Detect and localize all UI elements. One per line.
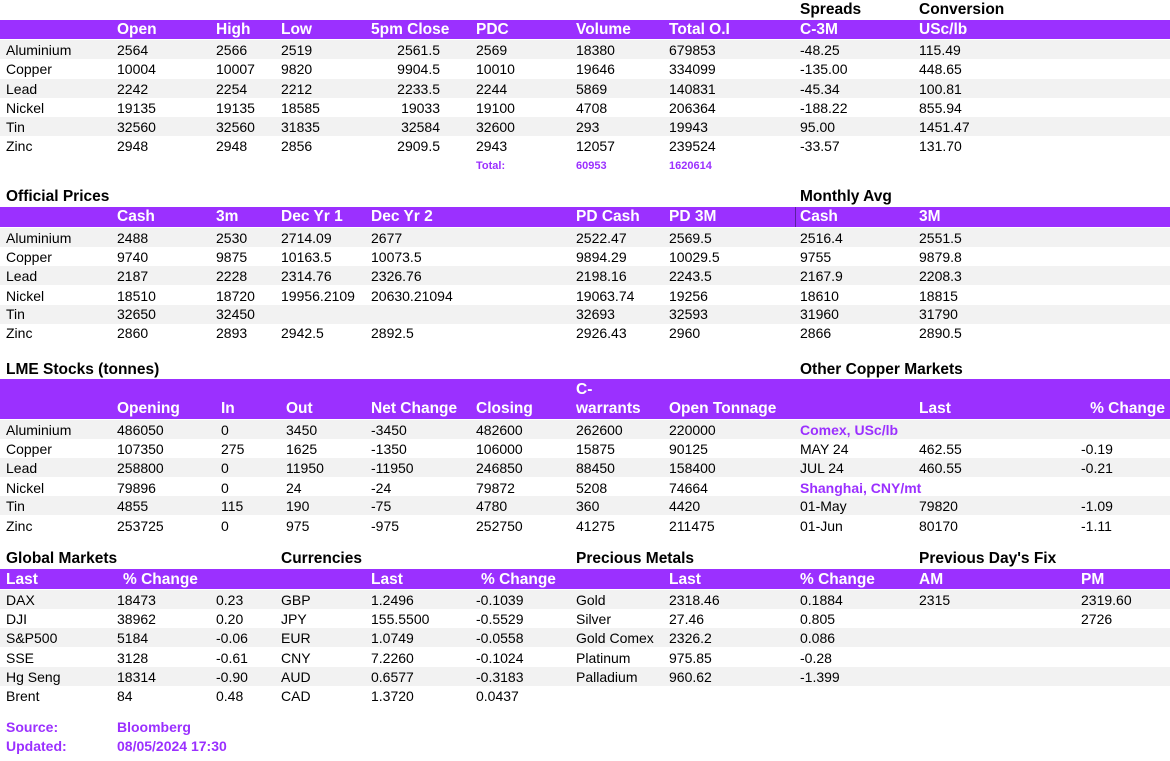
fix-pm-header: PM bbox=[1081, 571, 1105, 588]
official-value: 18720 bbox=[216, 288, 255, 304]
metal-name: Tin bbox=[6, 306, 25, 322]
stock-value: 1625 bbox=[286, 441, 318, 457]
currency-change-header: % Change bbox=[481, 571, 556, 588]
official-column-header: 3m bbox=[216, 208, 239, 225]
official-value: 2926.43 bbox=[576, 325, 627, 341]
currencies-title: Currencies bbox=[281, 550, 362, 567]
currency-name: CNY bbox=[281, 650, 311, 666]
close-value: 32584 bbox=[401, 119, 440, 135]
stock-value: -75 bbox=[371, 498, 392, 514]
contract-label: MAY 24 bbox=[800, 441, 849, 457]
stock-value: 0 bbox=[221, 460, 229, 476]
price-value: 32560 bbox=[216, 119, 255, 135]
official-value: 32593 bbox=[669, 306, 708, 322]
price-value: 19135 bbox=[117, 100, 156, 116]
official-value: 31960 bbox=[800, 306, 839, 322]
fix-pm-value: 2319.60 bbox=[1081, 592, 1132, 608]
official-value: 2326.76 bbox=[371, 268, 422, 284]
currency-last-header: Last bbox=[371, 571, 403, 588]
contract-change: -1.11 bbox=[1081, 518, 1112, 534]
close-value: 2909.5 bbox=[397, 138, 440, 154]
price-value: 1451.47 bbox=[919, 119, 970, 135]
official-value: 2208.3 bbox=[919, 268, 962, 284]
official-value: 2960 bbox=[669, 325, 701, 341]
official-value: 2522.47 bbox=[576, 230, 627, 246]
metal-name: Lead bbox=[6, 81, 38, 97]
metal-name: Zinc bbox=[6, 325, 33, 341]
conversion-group-label: Conversion bbox=[919, 1, 1005, 18]
stock-value: 90125 bbox=[669, 441, 708, 457]
metal-name: Nickel bbox=[6, 480, 45, 496]
stocks-column-header: Open Tonnage bbox=[669, 400, 777, 417]
official-column-header: Dec Yr 1 bbox=[281, 208, 343, 225]
official-value: 2187 bbox=[117, 268, 149, 284]
metal-change: 0.805 bbox=[800, 611, 836, 627]
price-value: 293 bbox=[576, 119, 600, 135]
stock-value: 5208 bbox=[576, 480, 608, 496]
prices-column-header: Open bbox=[117, 21, 157, 38]
price-value: 140831 bbox=[669, 81, 716, 97]
official-value: 32650 bbox=[117, 306, 156, 322]
stock-value: 360 bbox=[576, 498, 600, 514]
metal-name: Zinc bbox=[6, 138, 33, 154]
contract-label: 01-Jun bbox=[800, 518, 843, 534]
previous-fix-title: Previous Day's Fix bbox=[919, 550, 1057, 567]
stock-value: 252750 bbox=[476, 518, 523, 534]
metal-name: Aluminium bbox=[6, 230, 72, 246]
market-group-label: Shanghai, CNY/mt bbox=[800, 480, 922, 496]
close-value: 2561.5 bbox=[397, 42, 440, 58]
stock-value: 106000 bbox=[476, 441, 523, 457]
official-value: 2892.5 bbox=[371, 325, 414, 341]
price-value: 95.00 bbox=[800, 119, 836, 135]
currency-change: -0.1039 bbox=[476, 592, 524, 608]
lme-stocks-title: LME Stocks (tonnes) bbox=[6, 361, 160, 378]
metal-name: Tin bbox=[6, 498, 25, 514]
official-value: 10029.5 bbox=[669, 249, 720, 265]
stock-value: 211475 bbox=[669, 518, 715, 534]
stock-value: 0 bbox=[221, 422, 229, 438]
official-value: 2167.9 bbox=[800, 268, 843, 284]
official-value: 9879.8 bbox=[919, 249, 962, 265]
stock-value: -3450 bbox=[371, 422, 407, 438]
price-value: 32600 bbox=[476, 119, 515, 135]
price-value: 10007 bbox=[216, 61, 255, 77]
stock-value: 220000 bbox=[669, 422, 716, 438]
metal-last: 2318.46 bbox=[669, 592, 720, 608]
currency-last: 0.6577 bbox=[371, 669, 414, 685]
price-value: 679853 bbox=[669, 42, 716, 58]
stock-value: -11950 bbox=[371, 460, 414, 476]
price-value: 206364 bbox=[669, 100, 716, 116]
contract-change: -1.09 bbox=[1081, 498, 1113, 514]
stock-value: 24 bbox=[286, 480, 302, 496]
currency-change: -0.5529 bbox=[476, 611, 524, 627]
official-value: 2551.5 bbox=[919, 230, 962, 246]
official-value: 9894.29 bbox=[576, 249, 627, 265]
prices-column-header: 5pm Close bbox=[371, 21, 450, 38]
price-value: 2948 bbox=[117, 138, 149, 154]
metal-name: Gold bbox=[576, 592, 606, 608]
official-value: 2714.09 bbox=[281, 230, 332, 246]
stock-value: 246850 bbox=[476, 460, 523, 476]
metal-name: Lead bbox=[6, 460, 38, 476]
spreads-group-label: Spreads bbox=[800, 1, 862, 18]
official-value: 2488 bbox=[117, 230, 149, 246]
monthly-avg-title: Monthly Avg bbox=[800, 188, 892, 205]
official-value: 32450 bbox=[216, 306, 255, 322]
contract-last: 79820 bbox=[919, 498, 958, 514]
price-value: 32560 bbox=[117, 119, 156, 135]
precious-change-header: % Change bbox=[800, 571, 875, 588]
official-value: 2890.5 bbox=[919, 325, 962, 341]
price-value: 4708 bbox=[576, 100, 608, 116]
price-value: -135.00 bbox=[800, 61, 848, 77]
metal-name: Tin bbox=[6, 119, 25, 135]
official-value: 19956.2109 bbox=[281, 288, 355, 304]
prices-column-header: USc/lb bbox=[919, 21, 968, 38]
source-value: Bloomberg bbox=[117, 719, 191, 735]
price-value: 855.94 bbox=[919, 100, 962, 116]
metal-change: -0.28 bbox=[800, 650, 832, 666]
metal-name: Zinc bbox=[6, 518, 33, 534]
official-value: 18610 bbox=[800, 288, 839, 304]
price-value: 18585 bbox=[281, 100, 320, 116]
official-value: 2530 bbox=[216, 230, 248, 246]
official-column-header: PD Cash bbox=[576, 208, 640, 225]
index-name: Brent bbox=[6, 688, 40, 704]
index-name: Hg Seng bbox=[6, 669, 61, 685]
stock-value: 158400 bbox=[669, 460, 716, 476]
official-value: 2677 bbox=[371, 230, 403, 246]
metal-name: Copper bbox=[6, 249, 52, 265]
price-value: 2242 bbox=[117, 81, 149, 97]
stock-value: 4420 bbox=[669, 498, 701, 514]
stock-value: 253725 bbox=[117, 518, 164, 534]
index-change: -0.90 bbox=[216, 669, 248, 685]
price-value: 2254 bbox=[216, 81, 248, 97]
metal-last: 960.62 bbox=[669, 669, 712, 685]
index-last: 3128 bbox=[117, 650, 149, 666]
stock-value: 4855 bbox=[117, 498, 149, 514]
official-value: 19256 bbox=[669, 288, 708, 304]
price-value: 115.49 bbox=[919, 42, 961, 58]
price-value: 2948 bbox=[216, 138, 248, 154]
prices-column-header: Total O.I bbox=[669, 21, 730, 38]
price-value: 10010 bbox=[476, 61, 515, 77]
other-copper-title: Other Copper Markets bbox=[800, 361, 963, 378]
price-value: 334099 bbox=[669, 61, 716, 77]
stock-value: 975 bbox=[286, 518, 310, 534]
currency-name: CAD bbox=[281, 688, 311, 704]
official-value: 2243.5 bbox=[669, 268, 712, 284]
prices-column-header: PDC bbox=[476, 21, 509, 38]
total-volume: 60953 bbox=[576, 160, 607, 172]
price-value: 239524 bbox=[669, 138, 716, 154]
price-value: 18380 bbox=[576, 42, 615, 58]
metal-change: 0.1884 bbox=[800, 592, 843, 608]
stock-value: 11950 bbox=[286, 460, 324, 476]
stock-value: 4780 bbox=[476, 498, 508, 514]
stock-value: 74664 bbox=[669, 480, 708, 496]
stock-value: 258800 bbox=[117, 460, 164, 476]
other-last-header: Last bbox=[919, 400, 951, 417]
contract-label: 01-May bbox=[800, 498, 847, 514]
currency-change: -0.1024 bbox=[476, 650, 524, 666]
price-value: 2856 bbox=[281, 138, 313, 154]
updated-value: 08/05/2024 17:30 bbox=[117, 738, 227, 754]
metal-name: Copper bbox=[6, 441, 52, 457]
price-value: 2519 bbox=[281, 42, 313, 58]
stock-value: 486050 bbox=[117, 422, 164, 438]
official-value: 2228 bbox=[216, 268, 248, 284]
other-change-header: % Change bbox=[1090, 400, 1165, 417]
index-last: 84 bbox=[117, 688, 133, 704]
currency-last: 1.0749 bbox=[371, 630, 414, 646]
official-value: 2942.5 bbox=[281, 325, 324, 341]
currency-change: 0.0437 bbox=[476, 688, 519, 704]
global-last-header: Last bbox=[6, 571, 38, 588]
index-change: -0.61 bbox=[216, 650, 248, 666]
official-value: 2893 bbox=[216, 325, 248, 341]
currency-name: AUD bbox=[281, 669, 311, 685]
price-value: 10004 bbox=[117, 61, 156, 77]
index-last: 38962 bbox=[117, 611, 156, 627]
metal-change: 0.086 bbox=[800, 630, 836, 646]
stock-value: 275 bbox=[221, 441, 245, 457]
prices-column-header: C-3M bbox=[800, 21, 838, 38]
index-last: 18473 bbox=[117, 592, 156, 608]
price-value: 448.65 bbox=[919, 61, 962, 77]
metal-name: Aluminium bbox=[6, 42, 72, 58]
stock-value: 482600 bbox=[476, 422, 523, 438]
stocks-column-header: Opening bbox=[117, 400, 180, 417]
stock-value: 262600 bbox=[576, 422, 623, 438]
metal-name: Copper bbox=[6, 61, 52, 77]
price-value: 19135 bbox=[216, 100, 255, 116]
contract-last: 80170 bbox=[919, 518, 958, 534]
official-value: 2516.4 bbox=[800, 230, 843, 246]
official-value: 32693 bbox=[576, 306, 615, 322]
fix-am-value: 2315 bbox=[919, 592, 951, 608]
global-markets-title: Global Markets bbox=[6, 550, 118, 567]
official-value: 20630.21094 bbox=[371, 288, 453, 304]
metal-last: 2326.2 bbox=[669, 630, 712, 646]
index-change: -0.06 bbox=[216, 630, 248, 646]
official-value: 18815 bbox=[919, 288, 958, 304]
metal-name: Lead bbox=[6, 268, 38, 284]
price-value: 2564 bbox=[117, 42, 149, 58]
metal-name: Nickel bbox=[6, 100, 45, 116]
official-column-header: Dec Yr 2 bbox=[371, 208, 433, 225]
price-value: 2566 bbox=[216, 42, 248, 58]
price-value: 19646 bbox=[576, 61, 615, 77]
official-value: 2198.16 bbox=[576, 268, 627, 284]
stock-value: 0 bbox=[221, 480, 229, 496]
monthly-divider bbox=[795, 207, 796, 227]
official-column-header: PD 3M bbox=[669, 208, 717, 225]
contract-change: -0.21 bbox=[1081, 460, 1113, 476]
index-change: 0.20 bbox=[216, 611, 244, 627]
price-value: 31835 bbox=[281, 119, 320, 135]
index-name: SSE bbox=[6, 650, 35, 666]
stock-value: 88450 bbox=[576, 460, 615, 476]
stock-value: 15875 bbox=[576, 441, 615, 457]
currency-change: -0.3183 bbox=[476, 669, 524, 685]
stock-value: 79872 bbox=[476, 480, 515, 496]
currency-name: GBP bbox=[281, 592, 311, 608]
stocks-column-header: Out bbox=[286, 400, 313, 417]
total-oi: 1620614 bbox=[669, 160, 712, 172]
metal-name: Palladium bbox=[576, 669, 638, 685]
price-value: 9820 bbox=[281, 61, 313, 77]
close-value: 2233.5 bbox=[397, 81, 440, 97]
official-column-header: Cash bbox=[117, 208, 155, 225]
stock-value: -1350 bbox=[371, 441, 407, 457]
official-value: 2866 bbox=[800, 325, 832, 341]
price-value: 2244 bbox=[476, 81, 508, 97]
prices-column-header: Low bbox=[281, 21, 312, 38]
price-value: -188.22 bbox=[800, 100, 848, 116]
official-value: 18510 bbox=[117, 288, 156, 304]
fix-am-header: AM bbox=[919, 571, 944, 588]
index-last: 18314 bbox=[117, 669, 156, 685]
index-change: 0.48 bbox=[216, 688, 244, 704]
price-value: 2212 bbox=[281, 81, 313, 97]
contract-change: -0.19 bbox=[1081, 441, 1113, 457]
metal-name: Nickel bbox=[6, 288, 45, 304]
metal-name: Gold Comex bbox=[576, 630, 654, 646]
official-value: 2860 bbox=[117, 325, 149, 341]
metal-name: Silver bbox=[576, 611, 612, 627]
price-value: 12057 bbox=[576, 138, 615, 154]
currency-last: 1.3720 bbox=[371, 688, 414, 704]
stock-value: -975 bbox=[371, 518, 400, 534]
stock-value: 107350 bbox=[117, 441, 164, 457]
precious-last-header: Last bbox=[669, 571, 701, 588]
stocks-column-header: Closing bbox=[476, 400, 533, 417]
currency-last: 155.5500 bbox=[371, 611, 430, 627]
stocks-column-header: Net Change bbox=[371, 400, 458, 417]
official-value: 2569.5 bbox=[669, 230, 712, 246]
official-prices-title: Official Prices bbox=[6, 188, 110, 205]
stock-value: 0 bbox=[221, 518, 229, 534]
source-label: Source: bbox=[6, 719, 59, 735]
fix-pm-value: 2726 bbox=[1081, 611, 1113, 627]
official-value: 10073.5 bbox=[371, 249, 422, 265]
official-column-header: Cash bbox=[800, 208, 838, 225]
index-change: 0.23 bbox=[216, 592, 244, 608]
price-value: 19100 bbox=[476, 100, 515, 116]
currency-name: JPY bbox=[281, 611, 307, 627]
price-value: 100.81 bbox=[919, 81, 962, 97]
price-value: 19943 bbox=[669, 119, 708, 135]
official-value: 10163.5 bbox=[281, 249, 332, 265]
prices-column-header: High bbox=[216, 21, 251, 38]
official-value: 2314.76 bbox=[281, 268, 332, 284]
price-value: 2569 bbox=[476, 42, 508, 58]
stock-value: 41275 bbox=[576, 518, 615, 534]
price-value: -33.57 bbox=[800, 138, 840, 154]
currency-last: 7.2260 bbox=[371, 650, 414, 666]
stock-value: -24 bbox=[371, 480, 392, 496]
cwarrants-header-bottom: warrants bbox=[576, 400, 641, 417]
price-value: -45.34 bbox=[800, 81, 840, 97]
stock-value: 79896 bbox=[117, 480, 156, 496]
official-value: 9755 bbox=[800, 249, 832, 265]
updated-label: Updated: bbox=[6, 738, 67, 754]
stock-value: 115 bbox=[221, 498, 244, 514]
contract-last: 462.55 bbox=[919, 441, 962, 457]
stock-value: 190 bbox=[286, 498, 310, 514]
official-value: 9875 bbox=[216, 249, 248, 265]
precious-metals-title: Precious Metals bbox=[576, 550, 695, 567]
close-value: 19033 bbox=[401, 100, 440, 116]
currency-name: EUR bbox=[281, 630, 311, 646]
metal-last: 27.46 bbox=[669, 611, 705, 627]
cwarrants-header-top: C- bbox=[576, 381, 593, 398]
contract-last: 460.55 bbox=[919, 460, 962, 476]
index-name: S&P500 bbox=[6, 630, 58, 646]
official-column-header: 3M bbox=[919, 208, 941, 225]
index-name: DAX bbox=[6, 592, 35, 608]
global-change-header: % Change bbox=[123, 571, 198, 588]
official-value: 9740 bbox=[117, 249, 149, 265]
metal-name: Platinum bbox=[576, 650, 631, 666]
currency-last: 1.2496 bbox=[371, 592, 414, 608]
prices-column-header: Volume bbox=[576, 21, 631, 38]
index-last: 5184 bbox=[117, 630, 149, 646]
metal-last: 975.85 bbox=[669, 650, 712, 666]
stocks-column-header: In bbox=[221, 400, 235, 417]
price-value: 2943 bbox=[476, 138, 508, 154]
price-value: 131.70 bbox=[919, 138, 962, 154]
total-label: Total: bbox=[476, 160, 506, 172]
contract-label: JUL 24 bbox=[800, 460, 844, 476]
close-value: 9904.5 bbox=[397, 61, 440, 77]
index-name: DJI bbox=[6, 611, 27, 627]
market-group-label: Comex, USc/lb bbox=[800, 422, 899, 438]
official-value: 31790 bbox=[919, 306, 958, 322]
currency-change: -0.0558 bbox=[476, 630, 524, 646]
official-value: 19063.74 bbox=[576, 288, 635, 304]
price-value: 5869 bbox=[576, 81, 608, 97]
price-value: -48.25 bbox=[800, 42, 840, 58]
stock-value: 3450 bbox=[286, 422, 318, 438]
metal-change: -1.399 bbox=[800, 669, 840, 685]
metal-name: Aluminium bbox=[6, 422, 72, 438]
